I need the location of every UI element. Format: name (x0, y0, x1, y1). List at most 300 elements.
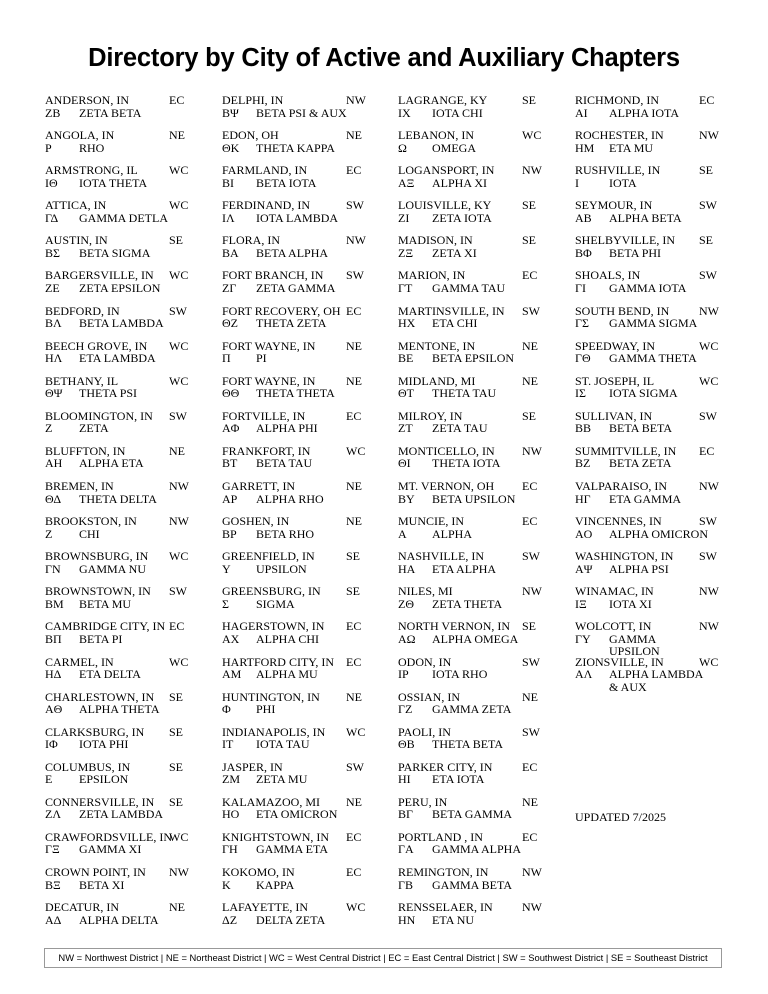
chapter-entry (45, 515, 215, 550)
chapter-name: BETA SIGMA (79, 245, 151, 260)
chapter-district: SE (699, 233, 714, 248)
chapter-entry (45, 691, 215, 726)
chapter-entry (222, 901, 392, 936)
chapter-name: ALPHA IOTA (609, 105, 680, 120)
chapter-city: BEDFORD, IN (45, 303, 120, 318)
chapter-city: MARION, IN (398, 268, 466, 283)
chapter-district: EC (346, 408, 362, 423)
chapter-letters: IP (398, 667, 409, 681)
chapter-district: SW (699, 198, 717, 213)
chapter-name: ZETA GAMMA (256, 280, 336, 295)
chapter-letters: IΦ (45, 737, 58, 752)
chapter-letters: ΘK (222, 140, 240, 155)
chapter-city: CAMBRIDGE CITY, IN (45, 619, 166, 634)
chapter-district: WC (169, 198, 189, 213)
chapter-letters: ΘT (398, 386, 414, 401)
chapter-city: HUNTINGTON, IN (222, 689, 320, 704)
chapter-entry (45, 164, 215, 199)
chapter-district: NW (522, 584, 542, 599)
chapter-city: REMINGTON, IN (398, 865, 489, 880)
chapter-name: IOTA LAMBDA (256, 210, 339, 225)
column-1 (45, 94, 215, 936)
chapter-district: WC (346, 900, 366, 915)
chapter-letters: BB (575, 421, 592, 436)
chapter-entry (575, 619, 745, 659)
chapter-district: WC (699, 338, 719, 353)
chapter-city: GOSHEN, IN (222, 514, 290, 529)
chapter-entry (398, 620, 568, 655)
chapter-district: EC (346, 654, 362, 669)
chapter-city: FORT WAYNE, IN (222, 338, 316, 353)
chapter-city: BROWNSTOWN, IN (45, 584, 151, 599)
chapter-district: NE (346, 373, 362, 388)
chapter-district: WC (169, 829, 189, 844)
chapter-entry (222, 831, 392, 866)
chapter-district: WC (169, 268, 189, 283)
chapter-entry (222, 796, 392, 831)
chapter-entry (575, 164, 745, 199)
chapter-letters: AΘ (45, 702, 63, 717)
chapter-letters: ZT (398, 421, 413, 436)
chapter-entry (45, 831, 215, 866)
chapter-district: EC (522, 268, 538, 283)
chapter-entry (398, 656, 568, 691)
chapter-district: WC (346, 443, 366, 458)
chapter-district: NW (169, 479, 189, 494)
chapter-entry (222, 726, 392, 761)
chapter-entry (222, 129, 392, 164)
chapter-letters: ZΛ (45, 807, 62, 822)
chapter-district: NE (346, 514, 362, 529)
chapter-entry (222, 445, 392, 480)
chapter-entry (398, 515, 568, 550)
chapter-entry (398, 129, 568, 164)
chapter-district: WC (169, 163, 189, 178)
chapter-letters: AΩ (398, 631, 416, 646)
chapter-entry (398, 550, 568, 585)
chapter-name: THETA ZETA (256, 316, 327, 331)
chapter-city: SUMMITVILLE, IN (575, 443, 677, 458)
chapter-district: NE (522, 373, 538, 388)
chapter-entry (222, 375, 392, 410)
chapter-city: MUNCIE, IN (398, 514, 464, 529)
chapter-entry (45, 199, 215, 234)
chapter-entry (398, 305, 568, 340)
chapter-entry (45, 129, 215, 164)
chapter-letters: BP (222, 526, 237, 541)
chapter-entry (222, 164, 392, 199)
chapter-letters: HI (398, 772, 411, 787)
chapter-city: CROWN POINT, IN (45, 865, 146, 880)
chapter-entry (45, 866, 215, 901)
chapter-entry (45, 445, 215, 480)
chapter-letters: HΓ (575, 491, 591, 506)
chapter-city: MADISON, IN (398, 233, 473, 248)
chapter-district: SE (169, 724, 184, 739)
chapter-letters: ΓI (575, 280, 586, 295)
chapter-district: SW (169, 584, 187, 599)
chapter-district: SE (522, 198, 537, 213)
chapter-district: EC (699, 443, 715, 458)
chapter-district: EC (699, 93, 715, 107)
chapter-district: EC (346, 163, 362, 178)
chapter-letters: BA (222, 245, 239, 260)
chapter-district: SE (169, 233, 184, 248)
chapter-district: SW (346, 759, 364, 774)
chapter-name: ZETA MU (256, 772, 308, 787)
chapter-name: IOTA (609, 175, 637, 190)
chapter-letters: AB (575, 210, 592, 225)
chapter-letters: Z (45, 421, 53, 436)
chapter-letters: AΨ (575, 561, 593, 576)
chapter-letters: BI (222, 175, 234, 190)
chapter-name: GAMMA ZETA (432, 702, 512, 717)
chapter-entry (575, 129, 745, 164)
chapter-letters: AO (575, 526, 593, 541)
chapter-letters: ΓY (575, 631, 591, 646)
chapter-city: CLARKSBURG, IN (45, 724, 145, 739)
chapter-letters: Π (222, 351, 231, 366)
chapter-city: RENSSELAER, IN (398, 900, 493, 915)
chapter-letters: ΘZ (222, 316, 238, 331)
chapter-district: NE (346, 338, 362, 353)
chapter-name: GAMMA ALPHA (432, 842, 522, 857)
chapter-city: ANDERSON, IN (45, 93, 129, 107)
chapter-district: WC (169, 654, 189, 669)
chapter-letters: BM (45, 596, 64, 611)
chapter-letters: BT (222, 456, 238, 471)
chapter-city: LAGRANGE, KY (398, 93, 488, 107)
chapter-name: BETA PSI & AUX (256, 105, 347, 120)
chapter-city: DECATUR, IN (45, 900, 119, 915)
chapter-name: BETA UPSILON (432, 491, 516, 506)
chapter-letters: AI (575, 105, 588, 120)
chapter-district: SW (522, 724, 540, 739)
chapter-district: SW (522, 654, 540, 669)
chapter-city: LAFAYETTE, IN (222, 900, 308, 915)
chapter-name: ALPHA RHO (256, 491, 324, 506)
chapter-district: WC (346, 724, 366, 739)
chapter-entry (222, 199, 392, 234)
chapter-letters: ΘI (398, 456, 411, 471)
chapter-city: PAOLI, IN (398, 724, 451, 739)
chapter-entry (45, 761, 215, 796)
chapter-city: NORTH VERNON, IN (398, 619, 511, 634)
chapter-letters: HΛ (45, 351, 63, 366)
chapter-name: THETA IOTA (432, 456, 501, 471)
chapter-city: HAGERSTOWN, IN (222, 619, 325, 634)
chapter-city: RICHMOND, IN (575, 93, 659, 107)
chapter-district: NE (346, 128, 362, 143)
chapter-name: ETA GAMMA (609, 491, 682, 506)
chapter-city: GREENFIELD, IN (222, 549, 315, 564)
chapter-entry (45, 550, 215, 585)
chapter-district: EC (522, 759, 538, 774)
chapter-district: SW (346, 198, 364, 213)
chapter-district: WC (699, 373, 719, 388)
chapter-name: IOTA SIGMA (609, 386, 678, 401)
chapter-name: ALPHA MU (256, 667, 318, 681)
chapter-name: CHI (79, 526, 100, 541)
chapter-entry (398, 199, 568, 234)
chapter-city: FERDINAND, IN (222, 198, 310, 213)
chapter-district: SE (169, 794, 184, 809)
chapter-district: WC (522, 128, 542, 143)
chapter-district: SW (522, 549, 540, 564)
chapter-district: WC (169, 549, 189, 564)
chapter-district: NE (346, 794, 362, 809)
chapter-district: NE (522, 338, 538, 353)
chapter-name: IOTA TAU (256, 737, 310, 752)
chapter-city: ROCHESTER, IN (575, 128, 664, 143)
chapter-entry (45, 585, 215, 620)
chapter-district: NE (169, 128, 185, 143)
chapter-name: THETA THETA (256, 386, 335, 401)
chapter-district: NW (522, 163, 542, 178)
chapter-city: BEECH GROVE, IN (45, 338, 148, 353)
chapter-letters: ΘΨ (45, 386, 63, 401)
chapter-letters: I (575, 175, 579, 190)
chapter-entry (398, 375, 568, 410)
chapter-district: WC (169, 338, 189, 353)
chapter-city: RUSHVILLE, IN (575, 163, 661, 178)
chapter-letters: ZΓ (222, 280, 237, 295)
chapter-entry (222, 585, 392, 620)
chapter-city: JASPER, IN (222, 759, 283, 774)
column-3 (398, 94, 568, 936)
chapter-city: PARKER CITY, IN (398, 759, 493, 774)
column-4 (575, 93, 745, 694)
chapter-district: EC (346, 829, 362, 844)
chapter-letters: HX (398, 316, 416, 331)
chapter-entry (575, 654, 745, 694)
chapter-city: OSSIAN, IN (398, 689, 461, 704)
chapter-district: SE (522, 233, 537, 248)
chapter-city: SOUTH BEND, IN (575, 303, 670, 318)
chapter-letters: ΘB (398, 737, 415, 752)
chapter-name: IOTA THETA (79, 175, 148, 190)
chapter-city: KNIGHTSTOWN, IN (222, 829, 330, 844)
chapter-name: ZETA TAU (432, 421, 488, 436)
chapter-entry (222, 94, 392, 129)
chapter-district: NE (169, 443, 185, 458)
chapter-name: OMEGA (432, 140, 476, 155)
chapter-letters: E (45, 772, 53, 787)
chapter-name: ALPHA PSI (609, 561, 669, 576)
chapter-city: FORT BRANCH, IN (222, 268, 324, 283)
chapter-city: MENTONE, IN (398, 338, 476, 353)
chapter-entry (45, 796, 215, 831)
chapter-city: DELPHI, IN (222, 93, 284, 107)
chapter-name: ETA NU (432, 912, 475, 927)
chapter-letters: IX (398, 105, 411, 120)
chapter-entry (45, 901, 215, 936)
chapter-letters: HM (575, 140, 595, 155)
chapter-entry (398, 410, 568, 445)
chapter-city: KALAMAZOO, MI (222, 794, 320, 809)
chapter-city: CRAWFORDSVILLE, IN (45, 829, 173, 844)
chapter-entry (45, 234, 215, 269)
chapter-entry (575, 305, 745, 340)
chapter-district: SE (346, 584, 361, 599)
chapter-name: BETA TAU (256, 456, 313, 471)
chapter-entry (575, 585, 745, 620)
chapter-city: SPEEDWAY, IN (575, 338, 656, 353)
chapter-district: SW (699, 268, 717, 283)
chapter-entry (45, 410, 215, 445)
chapter-letters: ΘΔ (45, 491, 62, 506)
chapter-name: ZETA IOTA (432, 210, 492, 225)
chapter-city: LOUISVILLE, KY (398, 198, 492, 213)
chapter-name: ALPHA ETA (79, 456, 144, 471)
chapter-name: BETA LAMBDA (79, 316, 164, 331)
chapter-letters: BΦ (575, 245, 592, 260)
chapter-district: NE (346, 689, 362, 704)
chapter-name: ALPHA BETA (609, 210, 682, 225)
chapter-entry (45, 656, 215, 691)
chapter-city: CARMEL, IN (45, 654, 114, 669)
chapter-city: WOLCOTT, IN (575, 619, 652, 634)
chapter-district: NE (522, 794, 538, 809)
chapter-name: THETA BETA (432, 737, 504, 752)
chapter-entry (222, 480, 392, 515)
chapter-city: WASHINGTON, IN (575, 549, 674, 564)
chapter-district: SW (169, 303, 187, 318)
chapter-name: GAMMA TAU (432, 280, 506, 295)
chapter-city: EDON, OH (222, 128, 279, 143)
chapter-district: SE (522, 408, 537, 423)
chapter-letters: ΓΔ (45, 210, 59, 225)
chapter-entry (575, 94, 745, 129)
chapter-name: ETA LAMBDA (79, 351, 156, 366)
chapter-entry (575, 515, 745, 550)
chapter-letters: ΘΘ (222, 386, 240, 401)
chapter-entry (222, 515, 392, 550)
chapter-entry (398, 94, 568, 129)
chapter-district: EC (346, 303, 362, 318)
chapter-district: SE (522, 619, 537, 634)
chapter-city: ANGOLA, IN (45, 128, 115, 143)
chapter-name: GAMMA IOTA (609, 280, 687, 295)
chapter-district: SW (699, 549, 717, 564)
chapter-letters: ΓN (45, 561, 61, 576)
chapter-district: NW (169, 514, 189, 529)
chapter-city: MT. VERNON, OH (398, 479, 495, 494)
chapter-entry (45, 480, 215, 515)
chapter-district: NW (522, 443, 542, 458)
chapter-letters: BΠ (45, 631, 62, 646)
chapter-city: SEYMOUR, IN (575, 198, 653, 213)
chapter-name: IOTA XI (609, 596, 652, 611)
chapter-entry (45, 726, 215, 761)
chapter-letters: HA (398, 561, 416, 576)
chapter-name: ZETA EPSILON (79, 280, 161, 295)
chapter-name: BETA EPSILON (432, 351, 515, 366)
chapter-entry (45, 305, 215, 340)
chapter-district: EC (346, 619, 362, 634)
chapter-district: NE (169, 900, 185, 915)
chapter-city: BLOOMINGTON, IN (45, 408, 153, 423)
chapter-letters: AΦ (222, 421, 240, 436)
chapter-district: NW (346, 93, 366, 107)
chapter-name: ALPHA (432, 526, 473, 541)
chapter-name: GAMMA THETA (609, 351, 697, 366)
chapter-city: CONNERSVILLE, IN (45, 794, 155, 809)
chapter-name: EPSILON (79, 772, 129, 787)
chapter-entry (398, 480, 568, 515)
chapter-letters: BZ (575, 456, 591, 471)
chapter-district: NW (522, 900, 542, 915)
chapter-city: INDIANAPOLIS, IN (222, 724, 326, 739)
chapter-entry (575, 410, 745, 445)
chapter-entry (575, 480, 745, 515)
chapter-entry (45, 340, 215, 375)
chapter-city: FORT WAYNE, IN (222, 373, 316, 388)
chapter-name: ALPHA PHI (256, 421, 318, 436)
chapter-letters: BΛ (45, 316, 62, 331)
chapter-district: EC (522, 829, 538, 844)
chapter-name: BETA ZETA (609, 456, 672, 471)
chapter-entry (222, 656, 392, 691)
chapter-letters: Σ (222, 596, 229, 611)
chapter-city: ARMSTRONG, IL (45, 163, 138, 178)
chapter-letters: P (45, 140, 52, 155)
chapter-letters: BY (398, 491, 415, 506)
chapter-district: SE (522, 93, 537, 107)
chapter-district: EC (522, 514, 538, 529)
chapter-entry (575, 375, 745, 410)
chapter-district: NW (699, 303, 719, 318)
chapter-name: IOTA PHI (79, 737, 129, 752)
chapter-city: ST. JOSEPH, IL (575, 373, 655, 388)
chapter-district: SE (169, 759, 184, 774)
chapter-letters: BΓ (398, 807, 413, 822)
chapter-entry (398, 445, 568, 480)
chapter-name: GAMMA DETLA (79, 210, 168, 225)
chapter-entry (398, 726, 568, 761)
chapter-district: NE (346, 479, 362, 494)
chapter-name: THETA DELTA (79, 491, 157, 506)
chapter-district: SW (522, 303, 540, 318)
chapter-letters: AH (45, 456, 63, 471)
chapter-city: VINCENNES, IN (575, 514, 662, 529)
chapter-entry (398, 340, 568, 375)
chapter-district: SW (346, 268, 364, 283)
chapter-district: NW (699, 479, 719, 494)
chapter-letters: HΔ (45, 667, 62, 681)
chapter-name: ZETA (79, 421, 109, 436)
chapter-letters: Φ (222, 702, 231, 717)
chapter-entry (222, 305, 392, 340)
chapter-entry (45, 620, 215, 655)
chapter-city: BROOKSTON, IN (45, 514, 137, 529)
chapter-letters: HN (398, 912, 416, 927)
chapter-district: SW (169, 408, 187, 423)
chapter-district: EC (169, 619, 185, 634)
chapter-letters: ΓΣ (575, 316, 589, 331)
page-title: Directory by City of Active and Auxiliary Chapters (88, 44, 680, 72)
chapter-name: ZETA BETA (79, 105, 142, 120)
chapter-entry (398, 691, 568, 726)
chapter-city: BROWNSBURG, IN (45, 549, 149, 564)
chapter-entry (398, 796, 568, 831)
chapter-entry (222, 866, 392, 901)
chapter-city: SHELBYVILLE, IN (575, 233, 675, 248)
chapter-district: NW (699, 584, 719, 599)
chapter-city: VALPARAISO, IN (575, 479, 668, 494)
chapter-city: FARMLAND, IN (222, 163, 308, 178)
chapter-district: EC (169, 93, 185, 107)
